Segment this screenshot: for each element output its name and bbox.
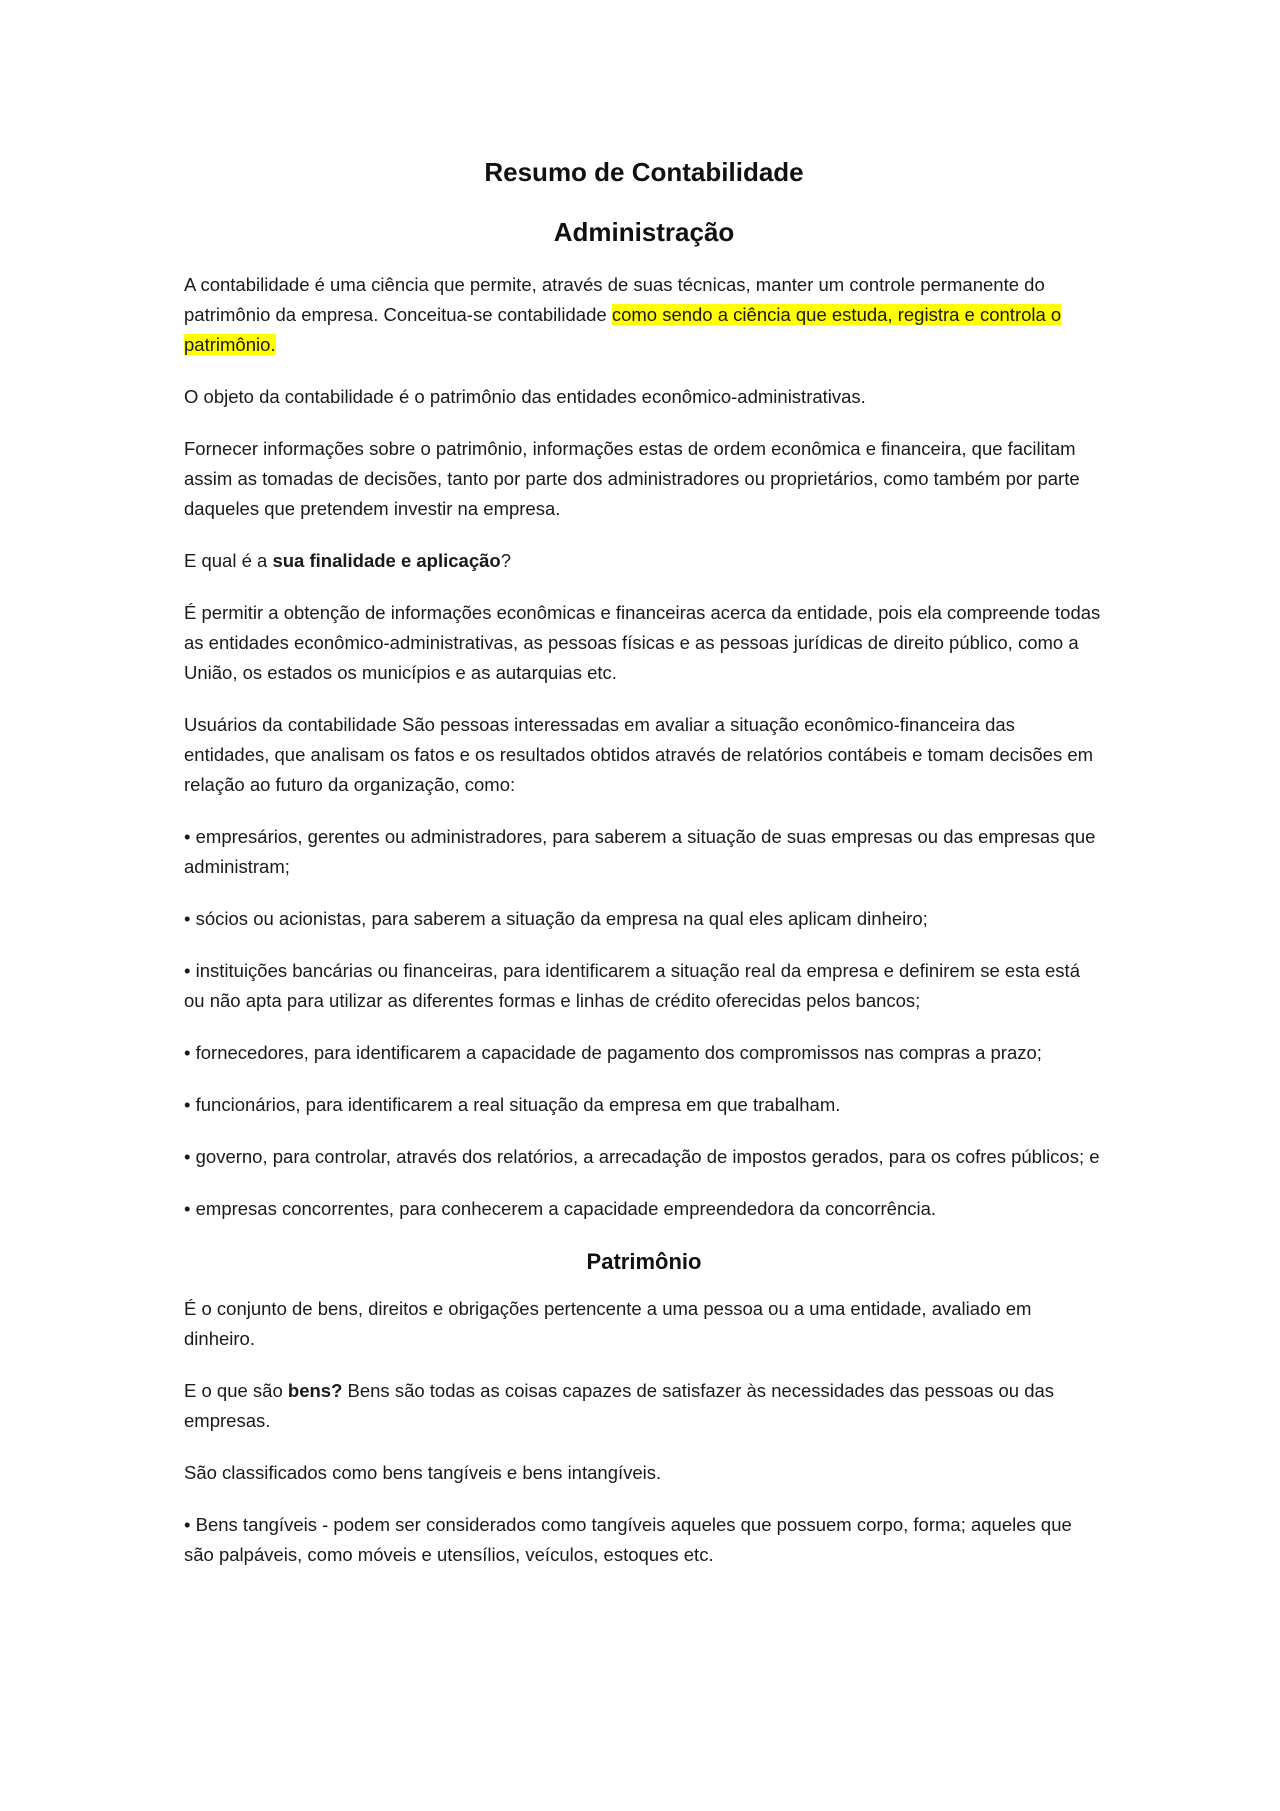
paragraph-definition [184, 270, 1104, 360]
paragraph-object: O objeto da contabilidade é o patrimônio das entidades econômico-administrativas. [184, 386, 866, 407]
list-item: • governo, para controlar, através dos relatórios, a arrecadação de impostos gerados, para os cofres públicos; e [184, 1146, 1100, 1167]
paragraph-users: Usuários da contabilidade São pessoas interessadas em avaliar a situação econômico-financeira das entidades, que analisam os fatos e os resultados obtidos através de relatórios contábeis e tomam decisões em relação ao futuro da organização, como: [184, 714, 1094, 795]
paragraph-bens [184, 1376, 1104, 1436]
paragraph-definition-text: A contabilidade é uma ciência que permite, através de suas técnicas, manter um controle permanente do patrimônio da empresa. Conceitua-se contabilidade [184, 274, 1045, 325]
list-item: • funcionários, para identificarem a real situação da empresa em que trabalham. [184, 1094, 841, 1115]
document-subtitle: Administração [553, 217, 735, 247]
bens-text-before: E o que são [184, 1380, 288, 1401]
paragraph-answer: É permitir a obtenção de informações econômicas e financeiras acerca da entidade, pois ela compreende todas as entidades econômico-administrativas, as pessoas físicas e as pessoas jurídicas de direito público, como a União, os estados os municípios e as autarquias etc. [184, 602, 1101, 683]
list-item: • sócios ou acionistas, para saberem a situação da empresa na qual eles aplicam dinheiro; [184, 908, 928, 929]
question-text-after: ? [500, 550, 512, 571]
list-item: • fornecedores, para identificarem a capacidade de pagamento dos compromissos nas compras a prazo; [184, 1042, 1042, 1063]
bens-bold-text: bens? [287, 1380, 343, 1401]
paragraph-patrimonio: É o conjunto de bens, direitos e obrigações pertencente a uma pessoa ou a uma entidade, avaliado em dinheiro. [184, 1298, 1032, 1349]
list-item-tangible: • Bens tangíveis - podem ser considerados como tangíveis aqueles que possuem corpo, forma; aqueles que são palpáveis, como móveis e utensílios, veículos, estoques etc. [184, 1514, 1072, 1565]
list-item: • empresários, gerentes ou administradores, para saberem a situação de suas empresas ou das empresas que administram; [184, 826, 1096, 877]
paragraph-question [184, 546, 1104, 576]
bens-text-after: Bens são todas as coisas capazes de satisfazer às necessidades das pessoas ou das empresas. [184, 1380, 1055, 1431]
paragraph-purpose: Fornecer informações sobre o patrimônio, informações estas de ordem econômica e financeira, que facilitam assim as tomadas de decisões, tanto por parte dos administradores ou proprietários, como também por parte daqueles que pretendem investir na empresa. [184, 438, 1080, 519]
document-title: Resumo de Contabilidade [484, 157, 804, 187]
document-page [184, 152, 1104, 1592]
list-item: • empresas concorrentes, para conhecerem a capacidade empreendedora da concorrência. [184, 1198, 937, 1219]
list-item: • instituições bancárias ou financeiras, para identificarem a situação real da empresa e definirem se esta está ou não apta para utilizar as diferentes formas e linhas de crédito oferecidas pelos bancos; [184, 960, 1080, 1011]
question-text-before: E qual é a [184, 550, 273, 571]
highlighted-text: como sendo a ciência que estuda, registra e controla o patrimônio. [184, 304, 1062, 355]
question-bold-text: sua finalidade e aplicação [272, 550, 501, 571]
section-heading-patrimonio: Patrimônio [586, 1249, 702, 1274]
paragraph-classification: São classificados como bens tangíveis e bens intangíveis. [184, 1462, 662, 1483]
